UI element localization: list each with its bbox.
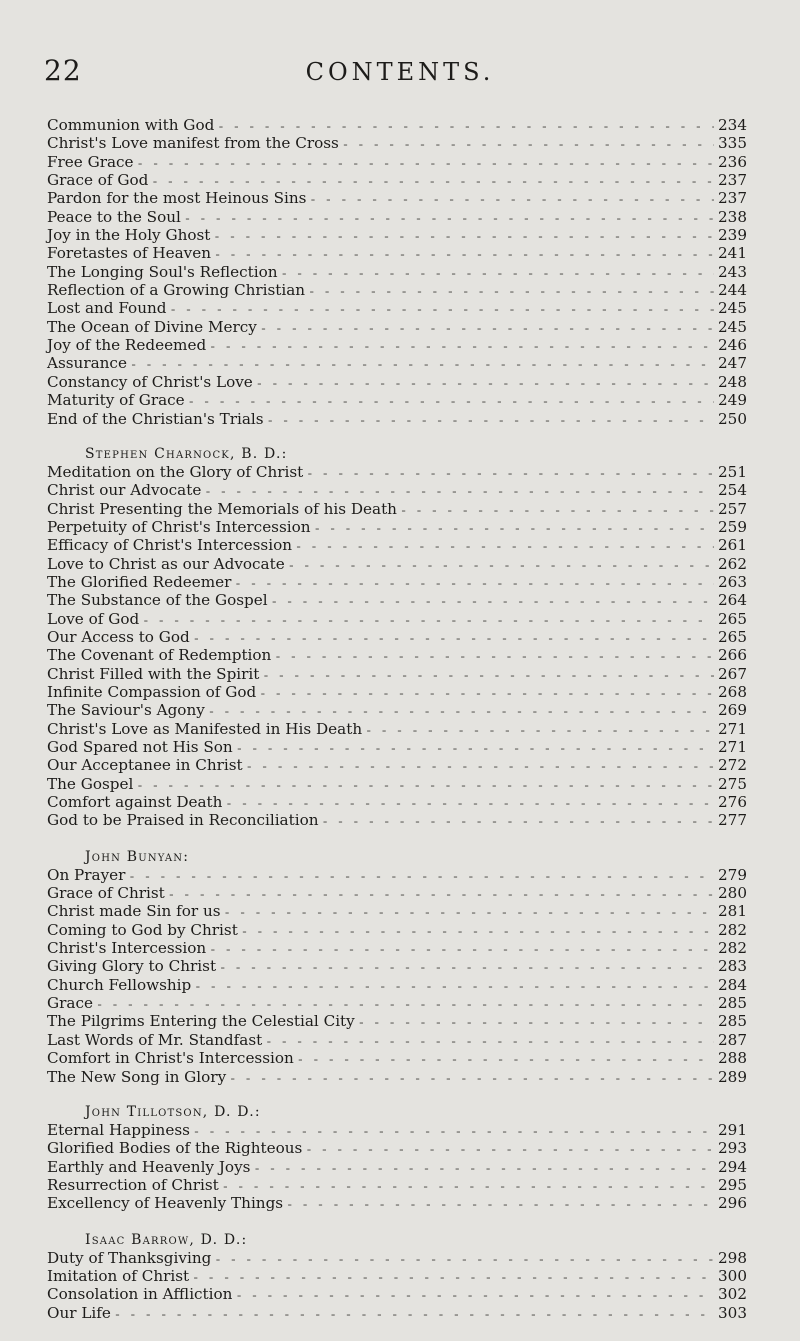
toc-entry: [47, 208, 747, 226]
entry-title: Excellency of Heavenly Things: [47, 1194, 284, 1213]
toc-entry: [47, 1012, 747, 1030]
dot-leader: [306, 465, 714, 483]
dot-leader: [128, 868, 714, 886]
entry-title: Glorified Bodies of the Righteous: [47, 1139, 303, 1158]
dot-leader: [214, 1251, 714, 1269]
dot-leader: [358, 1014, 714, 1032]
entry-page-number: 282: [718, 920, 747, 939]
entry-page-number: 265: [718, 609, 747, 628]
entry-title: Christ's Intercession: [47, 939, 207, 958]
entry-title: Maturity of Grace: [47, 391, 185, 410]
entry-title: Christ Presenting the Memorials of his Death: [47, 499, 397, 518]
dot-leader: [219, 959, 714, 977]
entry-page-number: 239: [718, 226, 747, 245]
entry-title: Christ Filled with the Spirit: [47, 664, 260, 683]
toc-entry: [47, 775, 747, 793]
dot-leader: [114, 1306, 714, 1324]
dot-leader: [322, 813, 715, 831]
entry-page-number: 287: [718, 1030, 747, 1049]
entry-page-number: 294: [718, 1157, 747, 1176]
toc-entry: [47, 738, 747, 756]
toc-entry: [47, 318, 747, 336]
dot-leader: [281, 265, 714, 283]
toc-entry: [47, 1139, 747, 1157]
entry-page-number: 276: [718, 793, 747, 812]
entry-page-number: 285: [718, 1012, 747, 1031]
toc-entry: [47, 189, 747, 207]
entry-title: Free Grace: [47, 152, 134, 171]
toc-entry: [47, 793, 747, 811]
entry-page-number: 249: [718, 391, 747, 410]
toc-entry: [47, 555, 747, 573]
dot-leader: [229, 1070, 714, 1088]
entry-page-number: 300: [718, 1266, 747, 1285]
entry-page-number: 238: [718, 207, 747, 226]
entry-title: The Covenant of Redemption: [47, 646, 272, 665]
toc-entry: [47, 354, 747, 372]
toc-entry: [47, 1194, 747, 1212]
toc-entry: [47, 591, 747, 609]
entry-title: Perpetuity of Christ's Intercession: [47, 517, 311, 536]
toc-entry: [47, 939, 747, 957]
dot-leader: [241, 923, 714, 941]
entry-page-number: 245: [718, 299, 747, 318]
dot-leader: [213, 228, 714, 246]
entry-page-number: 245: [718, 317, 747, 336]
entry-title: Efficacy of Christ's Intercession: [47, 536, 293, 555]
toc-entry: [47, 610, 747, 628]
entry-title: Constancy of Christ's Love: [47, 372, 253, 391]
entry-title: Joy of the Redeemed: [47, 336, 207, 355]
dot-leader: [400, 502, 714, 520]
dot-leader: [246, 758, 714, 776]
dot-leader: [265, 1033, 714, 1051]
entry-page-number: 272: [718, 756, 747, 775]
entry-page-number: 264: [718, 591, 747, 610]
entry-title: The Substance of the Gospel: [47, 591, 268, 610]
toc-entry: [47, 720, 747, 738]
entry-page-number: 261: [718, 536, 747, 555]
toc-entry: [47, 902, 747, 920]
toc-entry: [47, 957, 747, 975]
toc-entry: [47, 226, 747, 244]
dot-leader: [136, 777, 714, 795]
dot-leader: [308, 283, 714, 301]
entry-title: Christ made Sin for us: [47, 902, 221, 921]
entry-page-number: 296: [718, 1194, 747, 1213]
dot-leader: [314, 520, 714, 538]
dot-leader: [297, 1051, 714, 1069]
toc-entry: [47, 373, 747, 391]
entry-title: Meditation on the Glory of Christ: [47, 462, 304, 481]
entry-title: Grace of Christ: [47, 884, 165, 903]
entry-title: The Pilgrims Entering the Celestial City: [47, 1012, 355, 1031]
entry-title: God to be Praised in Reconciliation: [47, 811, 319, 830]
entry-title: Infinite Compassion of God: [47, 682, 257, 701]
entry-title: On Prayer: [47, 865, 126, 884]
toc-entry: [47, 500, 747, 518]
entry-title: Coming to God by Christ: [47, 920, 238, 939]
entry-page-number: 250: [718, 409, 747, 428]
entry-title: Grace of God: [47, 171, 149, 190]
toc-entry: [47, 884, 747, 902]
dot-leader: [295, 538, 714, 556]
toc-entry: [47, 646, 747, 664]
toc-entry: [47, 410, 747, 428]
entry-title: Lost and Found: [47, 299, 167, 318]
entry-title: Christ's Love as Manifested in His Death: [47, 719, 363, 738]
toc-entry: [47, 1031, 747, 1049]
entry-page-number: 237: [718, 171, 747, 190]
dot-leader: [262, 667, 714, 685]
entry-page-number: 303: [718, 1303, 747, 1322]
dot-leader: [253, 1160, 714, 1178]
entry-title: Comfort against Death: [47, 793, 223, 812]
dot-leader: [188, 393, 714, 411]
toc-entry: [47, 171, 747, 189]
entry-title: The New Song in Glory: [47, 1067, 227, 1086]
dot-leader: [194, 978, 714, 996]
entry-title: Consolation in Affliction: [47, 1285, 233, 1304]
entry-title: Peace to the Soul: [47, 207, 181, 226]
entry-title: Our Life: [47, 1303, 111, 1322]
toc-entry: [47, 153, 747, 171]
toc-entry: [47, 263, 747, 281]
dot-leader: [365, 722, 714, 740]
toc-entry: [47, 701, 747, 719]
entry-page-number: 248: [718, 372, 747, 391]
entry-title: Christ our Advocate: [47, 481, 202, 500]
entry-page-number: 271: [718, 719, 747, 738]
entry-page-number: 277: [718, 811, 747, 830]
dot-leader: [209, 941, 714, 959]
entry-title: God Spared not His Son: [47, 738, 233, 756]
entry-page-number: 288: [718, 1049, 747, 1068]
toc-entry: [47, 1267, 747, 1285]
entry-title: The Ocean of Divine Mercy: [47, 317, 257, 336]
entry-page-number: 263: [718, 572, 747, 591]
entry-title: Communion with God: [47, 116, 215, 134]
entry-page-number: 302: [718, 1285, 747, 1304]
toc-entry: [47, 299, 747, 317]
entry-title: Love of God: [47, 609, 140, 628]
entry-page-number: 234: [718, 116, 747, 134]
dot-leader: [214, 246, 714, 264]
entry-page-number: 254: [718, 481, 747, 500]
entry-group-charnock: [47, 463, 747, 830]
entry-page-number: 293: [718, 1139, 747, 1158]
entry-page-number: 268: [718, 682, 747, 701]
entry-page-number: 269: [718, 701, 747, 720]
entry-page-number: 246: [718, 336, 747, 355]
entry-page-number: 241: [718, 244, 747, 263]
dot-leader: [224, 904, 714, 922]
dot-leader: [192, 1269, 714, 1287]
entry-title: Comfort in Christ's Intercession: [47, 1049, 294, 1068]
entry-title: Earthly and Heavenly Joys: [47, 1157, 251, 1176]
entry-page-number: 295: [718, 1175, 747, 1194]
dot-leader: [222, 1178, 714, 1196]
entry-title: The Gospel: [47, 774, 134, 793]
toc-entry: [47, 336, 747, 354]
toc-entry: [47, 518, 747, 536]
entry-page-number: 251: [718, 462, 747, 481]
dot-leader: [271, 593, 714, 611]
entry-page-number: 280: [718, 884, 747, 903]
toc-entry: [47, 281, 747, 299]
toc-entry: [47, 116, 747, 134]
entry-page-number: 257: [718, 499, 747, 518]
entry-group-barrow: [47, 1249, 747, 1322]
entry-title: Our Acceptanee in Christ: [47, 756, 243, 775]
dot-leader: [305, 1141, 714, 1159]
dot-leader: [342, 136, 714, 154]
entry-page-number: 291: [718, 1120, 747, 1139]
dot-leader: [259, 685, 714, 703]
entry-title: Grace: [47, 994, 93, 1013]
dot-leader: [236, 740, 714, 758]
entry-title: Our Access to God: [47, 627, 190, 646]
entry-title: Eternal Happiness: [47, 1120, 190, 1139]
entry-page-number: 283: [718, 957, 747, 976]
entry-page-number: 279: [718, 865, 747, 884]
dot-leader: [274, 648, 714, 666]
entry-page-number: 262: [718, 554, 747, 573]
toc-entry: [47, 1285, 747, 1303]
dot-leader: [286, 1196, 714, 1214]
toc-entry: [47, 1249, 747, 1267]
entry-group-tillotson: [47, 1121, 747, 1213]
entry-page-number: 284: [718, 975, 747, 994]
entry-title: Last Words of Mr. Standfast: [47, 1030, 263, 1049]
entry-page-number: 244: [718, 281, 747, 300]
toc-entry: [47, 1068, 747, 1086]
entry-page-number: 237: [718, 189, 747, 208]
entry-title: The Longing Soul's Reflection: [47, 262, 278, 281]
page-title: CONTENTS.: [305, 58, 495, 86]
entry-page-number: 275: [718, 774, 747, 793]
toc-entry: [47, 756, 747, 774]
entry-title: The Saviour's Agony: [47, 701, 205, 720]
toc-entry: [47, 866, 747, 884]
dot-leader: [260, 320, 714, 338]
dot-leader: [267, 412, 714, 430]
entry-page-number: 266: [718, 646, 747, 665]
toc-entry: [47, 573, 747, 591]
toc-entry: [47, 391, 747, 409]
toc-entry: [47, 134, 747, 152]
dot-leader: [309, 191, 714, 209]
entry-title: The Glorified Redeemer: [47, 572, 232, 591]
entry-title: Joy in the Holy Ghost: [47, 226, 211, 245]
toc-entry: [47, 1158, 747, 1176]
entry-title: Assurance: [47, 354, 127, 373]
entry-page-number: 298: [718, 1248, 747, 1267]
toc-entry: [47, 976, 747, 994]
dot-leader: [288, 557, 714, 575]
page-number: 22: [44, 54, 82, 87]
toc-entry: [47, 1304, 747, 1322]
entry-title: Christ's Love manifest from the Cross: [47, 134, 339, 153]
toc-entry: [47, 683, 747, 701]
entry-page-number: 271: [718, 738, 747, 756]
author-heading-charnock: Stephen Charnock, B. D.:: [85, 445, 288, 462]
toc-entry: [47, 1049, 747, 1067]
table-of-contents: [47, 116, 747, 1322]
toc-entry: [47, 921, 747, 939]
dot-leader: [256, 375, 714, 393]
toc-entry: [47, 811, 747, 829]
dot-leader: [235, 1287, 714, 1305]
entry-page-number: 267: [718, 664, 747, 683]
entry-page-number: 236: [718, 152, 747, 171]
entry-page-number: 243: [718, 262, 747, 281]
toc-entry: [47, 628, 747, 646]
entry-page-number: 335: [718, 134, 747, 153]
dot-leader: [184, 210, 714, 228]
entry-title: Pardon for the most Heinous Sins: [47, 189, 307, 208]
author-heading-barrow: Isaac Barrow, D. D.:: [85, 1231, 248, 1248]
entry-page-number: 289: [718, 1067, 747, 1086]
toc-entry: [47, 994, 747, 1012]
entry-title: Church Fellowship: [47, 975, 192, 994]
toc-entry: [47, 463, 747, 481]
dot-leader: [209, 338, 714, 356]
entry-title: Duty of Thanksgiving: [47, 1248, 212, 1267]
entry-group-continued: [47, 116, 747, 428]
entry-page-number: 265: [718, 627, 747, 646]
dot-leader: [142, 612, 714, 630]
entry-title: Imitation of Christ: [47, 1266, 190, 1285]
toc-entry: [47, 244, 747, 262]
entry-page-number: 247: [718, 354, 747, 373]
entry-title: Foretastes of Heaven: [47, 244, 211, 263]
entry-title: Love to Christ as our Advocate: [47, 554, 285, 573]
entry-page-number: 281: [718, 902, 747, 921]
entry-group-bunyan: [47, 866, 747, 1086]
dot-leader: [234, 575, 714, 593]
toc-entry: [47, 536, 747, 554]
entry-page-number: 259: [718, 517, 747, 536]
toc-entry: [47, 481, 747, 499]
entry-title: Reflection of a Growing Christian: [47, 281, 306, 300]
author-heading-tillotson: John Tillotson, D. D.:: [85, 1103, 261, 1120]
dot-leader: [137, 155, 714, 173]
author-heading-bunyan: John Bunyan:: [85, 848, 190, 865]
toc-entry: [47, 1121, 747, 1139]
toc-entry: [47, 665, 747, 683]
entry-page-number: 282: [718, 939, 747, 958]
entry-page-number: 285: [718, 994, 747, 1013]
dot-leader: [168, 886, 714, 904]
entry-title: End of the Christian's Trials: [47, 409, 264, 428]
toc-entry: [47, 1176, 747, 1194]
entry-title: Resurrection of Christ: [47, 1175, 219, 1194]
entry-title: Giving Glory to Christ: [47, 957, 217, 976]
